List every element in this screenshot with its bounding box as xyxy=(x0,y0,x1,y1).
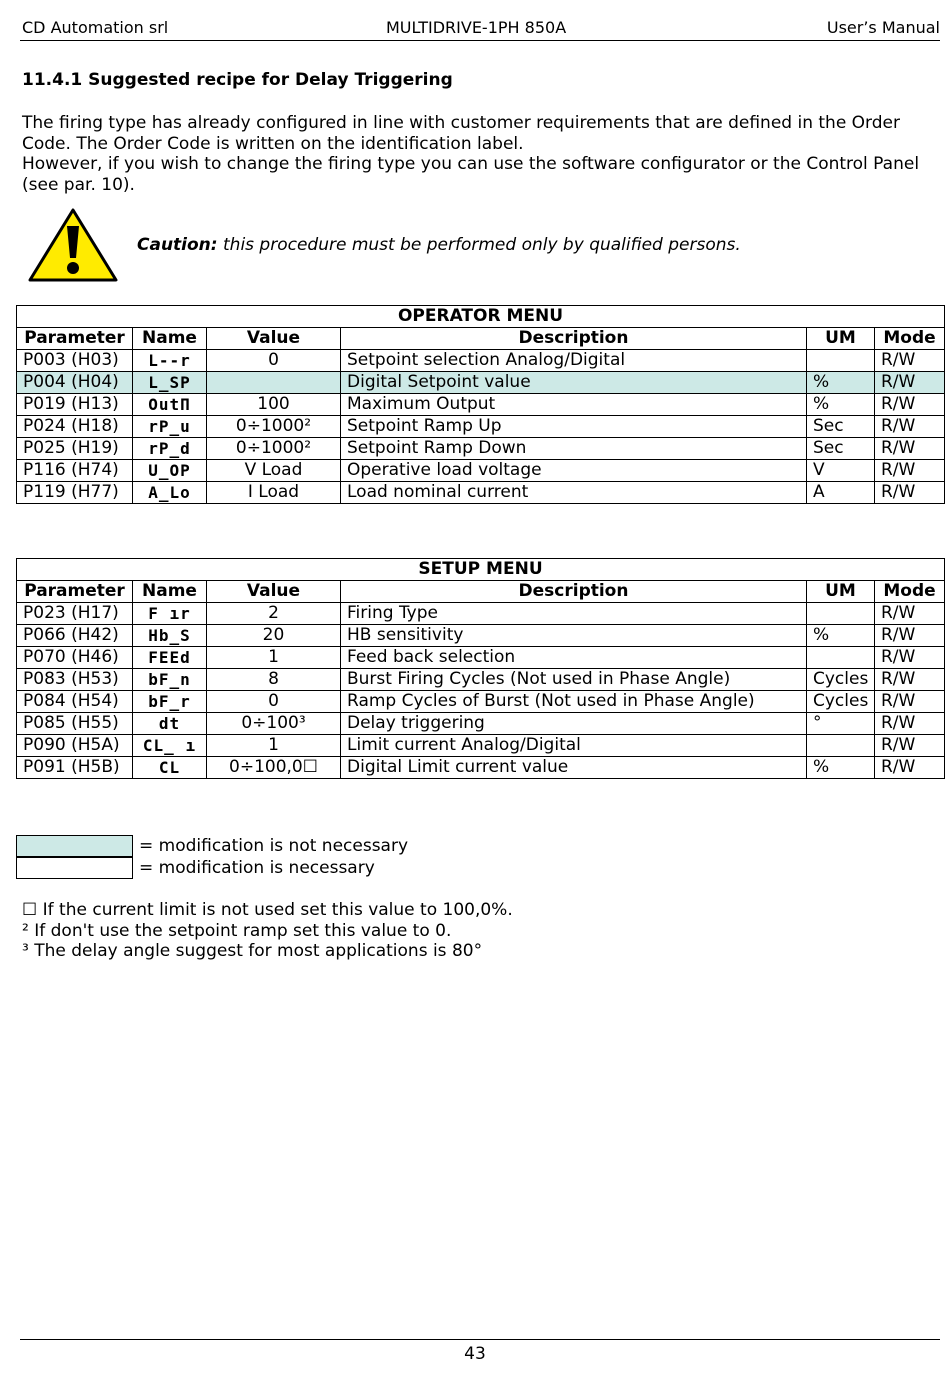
name-cell: CL_ ı xyxy=(133,735,207,757)
value-cell: 20 xyxy=(207,625,341,647)
name-cell: OutΠ xyxy=(133,394,207,416)
column-header: Mode xyxy=(875,581,945,603)
table-row xyxy=(17,416,945,438)
description-cell: HB sensitivity xyxy=(341,625,807,647)
table-row xyxy=(17,691,945,713)
um-cell: % xyxy=(807,757,875,779)
um-cell: Cycles xyxy=(807,669,875,691)
um-cell: % xyxy=(807,394,875,416)
um-cell: Cycles xyxy=(807,691,875,713)
table-row xyxy=(17,735,945,757)
name-cell: CL xyxy=(133,757,207,779)
page-header xyxy=(20,18,940,41)
param-cell: P019 (H13) xyxy=(17,394,133,416)
description-cell: Digital Limit current value xyxy=(341,757,807,779)
mode-cell: R/W xyxy=(875,669,945,691)
value-cell xyxy=(207,372,341,394)
mode-cell: R/W xyxy=(875,460,945,482)
mode-cell: R/W xyxy=(875,350,945,372)
operator-menu-table xyxy=(16,305,945,504)
param-cell: P090 (H5A) xyxy=(17,735,133,757)
mode-cell: R/W xyxy=(875,735,945,757)
table-row xyxy=(17,713,945,735)
name-cell: bF_r xyxy=(133,691,207,713)
table-row xyxy=(17,625,945,647)
intro-line: (see par. 10). xyxy=(22,174,135,195)
value-cell: 0÷100,0☐ xyxy=(207,757,341,779)
param-cell: P083 (H53) xyxy=(17,669,133,691)
mode-cell: R/W xyxy=(875,603,945,625)
table-title: SETUP MENU xyxy=(17,559,945,581)
param-cell: P024 (H18) xyxy=(17,416,133,438)
um-cell: Sec xyxy=(807,438,875,460)
param-cell: P116 (H74) xyxy=(17,460,133,482)
mode-cell: R/W xyxy=(875,438,945,460)
name-cell: dt xyxy=(133,713,207,735)
param-cell: P004 (H04) xyxy=(17,372,133,394)
intro-line: The firing type has already configured in line with customer requirements that are defined in the Order xyxy=(22,113,900,133)
column-header: Parameter xyxy=(17,328,133,350)
name-cell: FEEd xyxy=(133,647,207,669)
name-cell: bF_n xyxy=(133,669,207,691)
caution-text: this procedure must be performed only by qualified persons. xyxy=(223,235,741,255)
section-title: 11.4.1 Suggested recipe for Delay Triggering xyxy=(22,70,453,90)
mode-cell: R/W xyxy=(875,372,945,394)
legend-necessary: = modification is necessary xyxy=(139,858,375,878)
param-cell: P003 (H03) xyxy=(17,350,133,372)
company-name: CD Automation srl xyxy=(22,18,169,37)
um-cell: ° xyxy=(807,713,875,735)
table-row xyxy=(17,647,945,669)
setup-menu-table xyxy=(16,558,945,779)
mode-cell: R/W xyxy=(875,691,945,713)
mode-cell: R/W xyxy=(875,416,945,438)
um-cell xyxy=(807,735,875,757)
product-name: MULTIDRIVE-1PH 850A xyxy=(386,18,567,37)
table-row xyxy=(17,757,945,779)
table-row xyxy=(17,460,945,482)
page-number: 43 xyxy=(464,1344,486,1364)
legend-not-necessary: = modification is not necessary xyxy=(139,836,409,856)
column-header: Value xyxy=(207,328,341,350)
param-cell: P085 (H55) xyxy=(17,713,133,735)
description-cell: Burst Firing Cycles (Not used in Phase Angle) xyxy=(341,669,807,691)
value-cell: 0 xyxy=(207,691,341,713)
mode-cell: R/W xyxy=(875,394,945,416)
um-cell xyxy=(807,350,875,372)
name-cell: A_Lo xyxy=(133,482,207,504)
table-row xyxy=(17,372,945,394)
intro-line: However, if you wish to change the firing type you can use the software configurator or the Control Panel xyxy=(22,154,920,175)
param-cell: P025 (H19) xyxy=(17,438,133,460)
description-cell: Firing Type xyxy=(341,603,807,625)
mode-cell: R/W xyxy=(875,625,945,647)
table-title: OPERATOR MENU xyxy=(17,306,945,328)
column-header: UM xyxy=(807,581,875,603)
name-cell: rP_d xyxy=(133,438,207,460)
um-cell: Sec xyxy=(807,416,875,438)
footnote: ² If don't use the setpoint ramp set this value to 0. xyxy=(22,920,452,941)
caution-note xyxy=(137,235,741,255)
param-cell: P070 (H46) xyxy=(17,647,133,669)
param-cell: P091 (H5B) xyxy=(17,757,133,779)
param-cell: P023 (H17) xyxy=(17,603,133,625)
column-header: Name xyxy=(133,328,207,350)
name-cell: L_SP xyxy=(133,372,207,394)
value-cell: 100 xyxy=(207,394,341,416)
um-cell: A xyxy=(807,482,875,504)
param-cell: P119 (H77) xyxy=(17,482,133,504)
footer-divider xyxy=(20,1339,940,1340)
table-row xyxy=(17,394,945,416)
description-cell: Feed back selection xyxy=(341,647,807,669)
value-cell: 2 xyxy=(207,603,341,625)
column-header: Description xyxy=(341,328,807,350)
mode-cell: R/W xyxy=(875,482,945,504)
value-cell: 0÷1000² xyxy=(207,416,341,438)
description-cell: Limit current Analog/Digital xyxy=(341,735,807,757)
value-cell: V Load xyxy=(207,460,341,482)
legend-swatch-plain xyxy=(16,857,133,879)
mode-cell: R/W xyxy=(875,647,945,669)
name-cell: Hb_S xyxy=(133,625,207,647)
um-cell: % xyxy=(807,372,875,394)
value-cell: 1 xyxy=(207,735,341,757)
description-cell: Setpoint Ramp Up xyxy=(341,416,807,438)
value-cell: 0 xyxy=(207,350,341,372)
name-cell: L--r xyxy=(133,350,207,372)
value-cell: 8 xyxy=(207,669,341,691)
value-cell: 1 xyxy=(207,647,341,669)
param-cell: P084 (H54) xyxy=(17,691,133,713)
column-header: Description xyxy=(341,581,807,603)
name-cell: F ır xyxy=(133,603,207,625)
table-row xyxy=(17,438,945,460)
description-cell: Digital Setpoint value xyxy=(341,372,807,394)
name-cell: rP_u xyxy=(133,416,207,438)
description-cell: Load nominal current xyxy=(341,482,807,504)
column-header: Name xyxy=(133,581,207,603)
um-cell: % xyxy=(807,625,875,647)
um-cell xyxy=(807,603,875,625)
table-row xyxy=(17,482,945,504)
description-cell: Setpoint selection Analog/Digital xyxy=(341,350,807,372)
warning-triangle-icon xyxy=(28,208,118,282)
description-cell: Delay triggering xyxy=(341,713,807,735)
legend-swatch-highlight xyxy=(16,835,133,857)
footnote: ³ The delay angle suggest for most applications is 80° xyxy=(22,941,483,962)
description-cell: Maximum Output xyxy=(341,394,807,416)
column-header: UM xyxy=(807,328,875,350)
column-header: Parameter xyxy=(17,581,133,603)
footnotes xyxy=(22,900,513,962)
intro-paragraph xyxy=(22,113,940,195)
intro-line: Code. The Order Code is written on the identification label. xyxy=(22,133,524,154)
mode-cell: R/W xyxy=(875,713,945,735)
caution-label: Caution: xyxy=(137,235,218,255)
value-cell: 0÷100³ xyxy=(207,713,341,735)
value-cell: I Load xyxy=(207,482,341,504)
table-row xyxy=(17,669,945,691)
description-cell: Operative load voltage xyxy=(341,460,807,482)
um-cell xyxy=(807,647,875,669)
column-header: Value xyxy=(207,581,341,603)
footnote: ☐ If the current limit is not used set this value to 100,0%. xyxy=(22,900,513,920)
mode-cell: R/W xyxy=(875,757,945,779)
description-cell: Ramp Cycles of Burst (Not used in Phase Angle) xyxy=(341,691,807,713)
param-cell: P066 (H42) xyxy=(17,625,133,647)
table-row xyxy=(17,603,945,625)
table-row xyxy=(17,350,945,372)
description-cell: Setpoint Ramp Down xyxy=(341,438,807,460)
manual-label: User’s Manual xyxy=(826,18,940,37)
um-cell: V xyxy=(807,460,875,482)
name-cell: U_OP xyxy=(133,460,207,482)
value-cell: 0÷1000² xyxy=(207,438,341,460)
column-header: Mode xyxy=(875,328,945,350)
